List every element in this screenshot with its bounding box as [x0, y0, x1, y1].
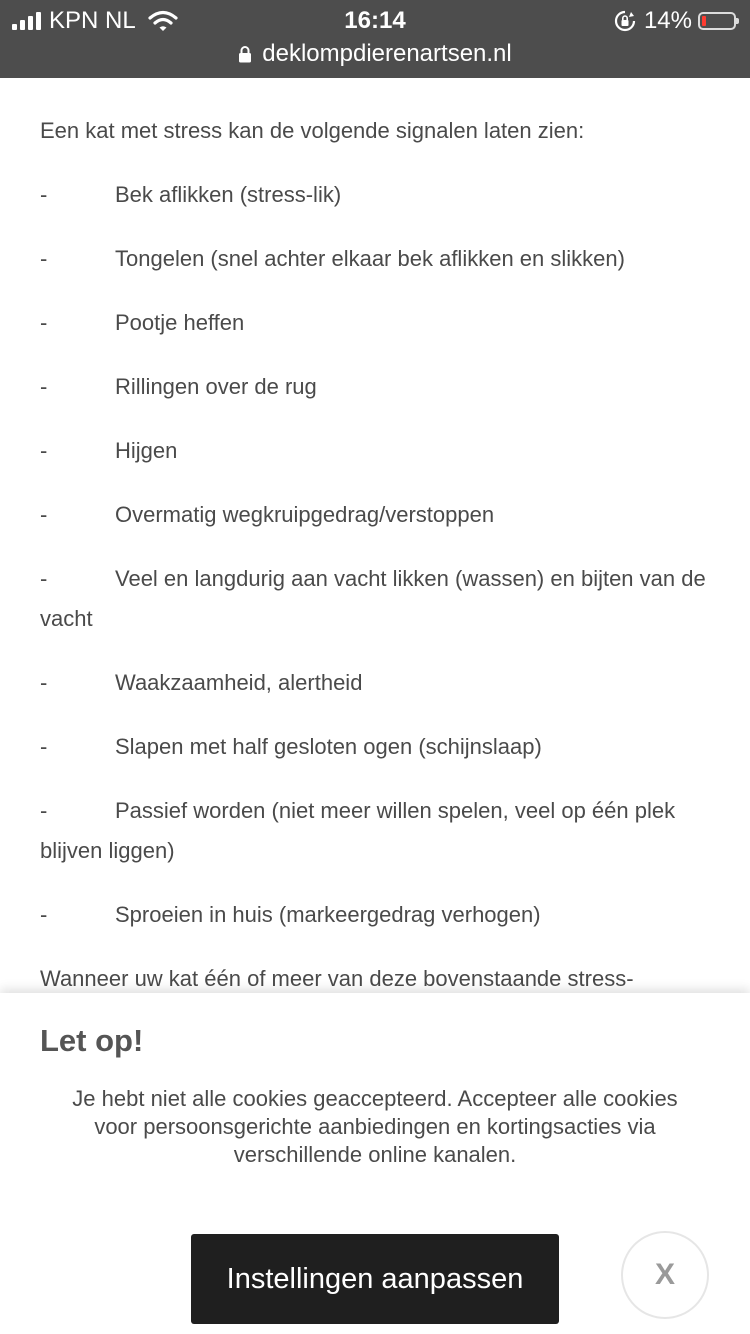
lock-icon [238, 45, 252, 63]
browser-top-bar [0, 0, 750, 78]
clock: 16:14 [344, 7, 406, 34]
list-item: - Veel en langdurig aan vacht likken (wassen) en bijten van de vacht [40, 566, 706, 631]
list-item: - Waakzaamheid, alertheid [40, 670, 363, 695]
status-right [614, 6, 736, 36]
list-item: - Overmatig wegkruipgedrag/verstoppen [40, 502, 495, 527]
cookie-close-button[interactable]: X [621, 1231, 709, 1319]
list-item: - Hijgen [40, 438, 178, 463]
url-bar[interactable] [0, 40, 750, 68]
list-item: - Pootje heffen [40, 310, 245, 335]
battery-level [702, 16, 706, 26]
carrier-name: KPN NL [49, 7, 136, 34]
intro-paragraph: Een kat met stress kan de volgende signalen laten zien: [40, 118, 585, 143]
battery-percent: 14% [643, 7, 692, 34]
url-domain: deklompdierenartsen.nl [262, 40, 512, 67]
outro-paragraph: Wanneer uw kat één of meer van deze bovenstaande stress- [40, 966, 634, 991]
cookie-message: Je hebt niet alle cookies geaccepteerd. Accepteer alle cookies voor persoonsgerichte aanbiedingen en kortingsacties via verschillende online kanalen. [72, 1086, 678, 1167]
list-item: - Rillingen over de rug [40, 374, 317, 399]
cookie-settings-button[interactable]: Instellingen aanpassen [191, 1234, 559, 1324]
list-item: - Slapen met half gesloten ogen (schijnslaap) [40, 734, 542, 759]
list-item: - Tongelen (snel achter elkaar bek aflikken en slikken) [40, 246, 625, 271]
cookie-banner [0, 993, 750, 1334]
list-item: - Sproeien in huis (markeergedrag verhogen) [40, 902, 541, 927]
cookie-title: Let op! [40, 1023, 144, 1058]
list-item: - Bek aflikken (stress-lik) [40, 182, 342, 207]
battery-icon [698, 12, 736, 30]
rotation-lock-icon [614, 10, 636, 32]
list-item: - Passief worden (niet meer willen spelen, veel op één plek blijven liggen) [40, 798, 676, 863]
